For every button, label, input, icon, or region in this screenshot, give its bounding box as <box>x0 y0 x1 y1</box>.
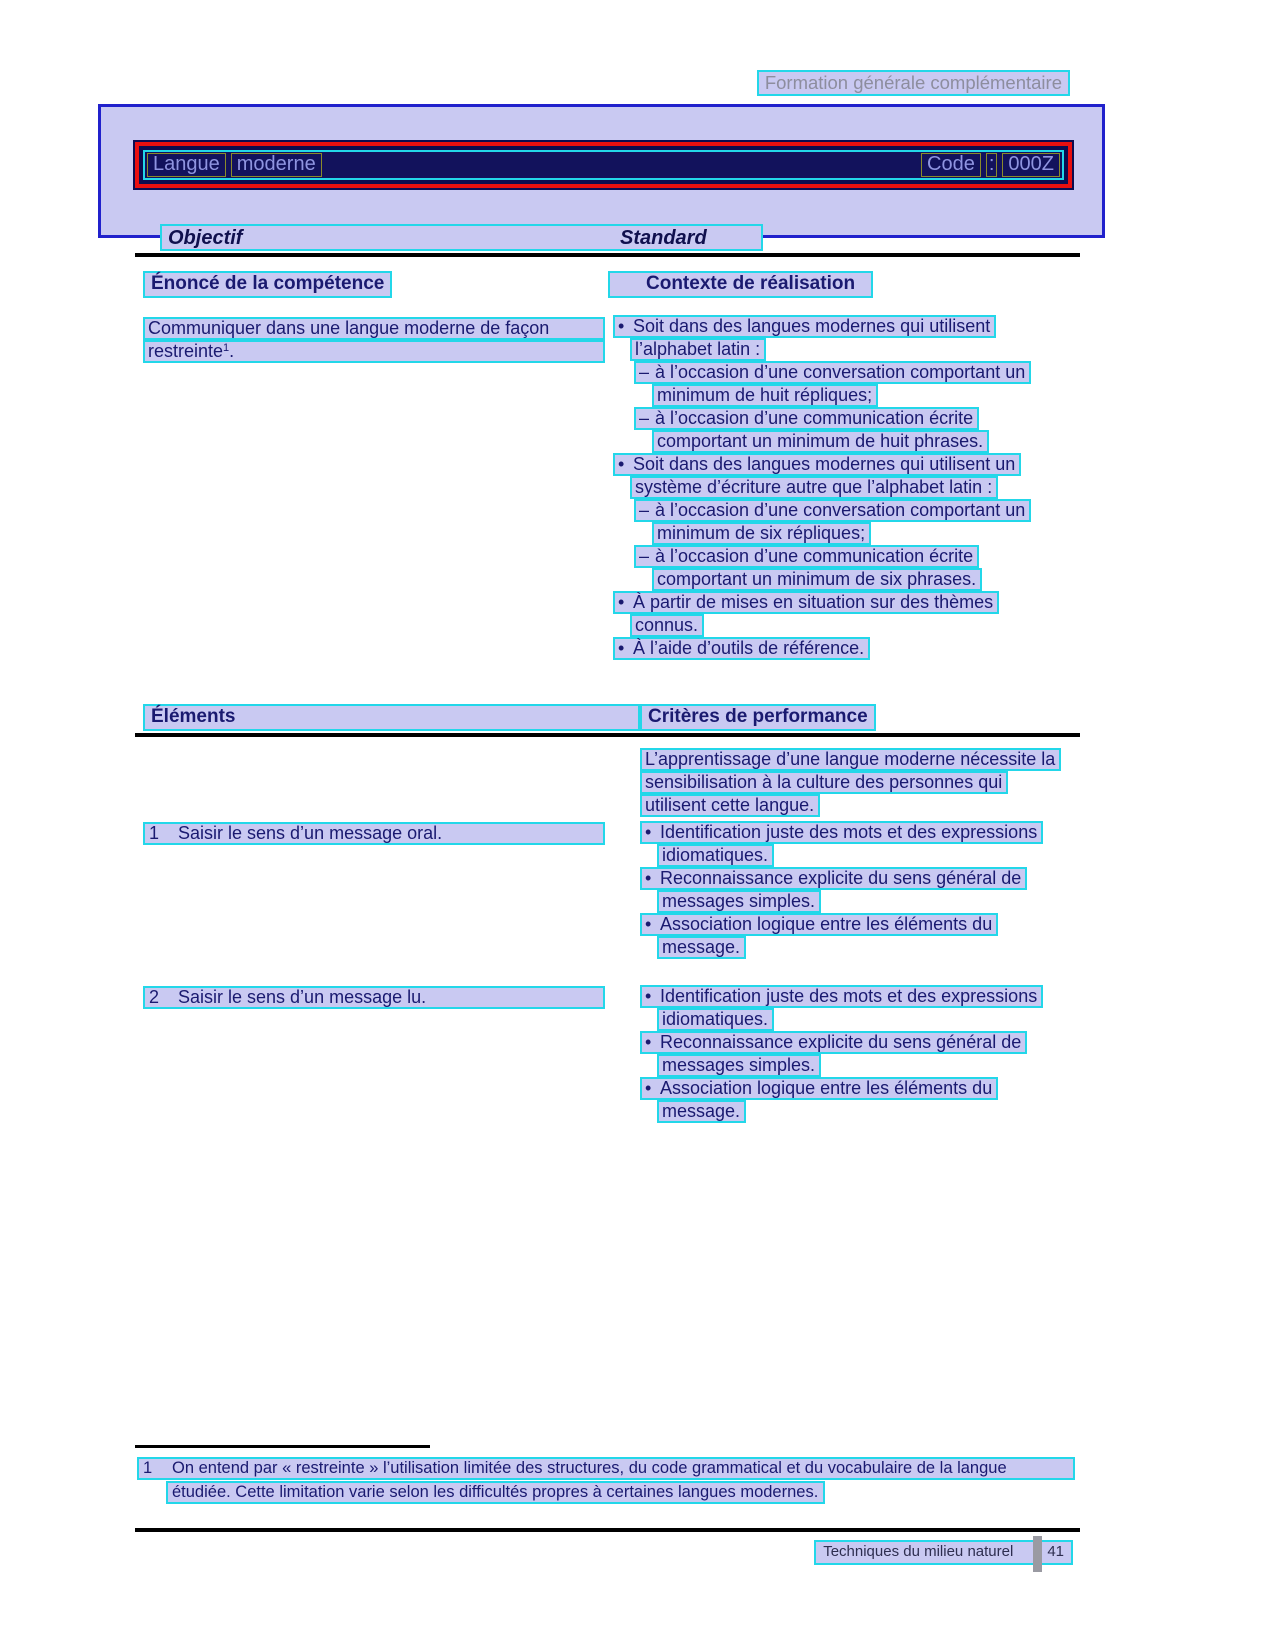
list-line <box>640 867 1043 890</box>
title-line-highlight <box>143 150 1064 180</box>
list-marker: • <box>645 914 652 934</box>
title-word: moderne <box>231 153 322 177</box>
list-line-highlight <box>652 384 878 407</box>
text-line <box>143 340 605 363</box>
paragraph-line-text: sensibilisation à la culture des personnes qui <box>645 772 1003 792</box>
section-rule <box>135 253 1080 257</box>
paragraph-line-text: utilisent cette langue. <box>645 795 815 815</box>
list-marker: • <box>645 1078 652 1098</box>
list-line-highlight <box>652 568 982 591</box>
list-line <box>640 821 1043 844</box>
list-line-highlight <box>652 522 871 545</box>
code-words <box>921 153 1060 177</box>
footnote <box>137 1457 1075 1504</box>
running-header-text: Formation générale complémentaire <box>764 72 1062 93</box>
context-realisation-list <box>613 315 1083 660</box>
element-2-criteria-list <box>640 985 1043 1123</box>
list-line-highlight <box>634 545 979 568</box>
list-line-highlight <box>640 985 1043 1008</box>
element-row-highlight <box>143 822 605 845</box>
criteria-intro-paragraph <box>640 748 1061 817</box>
statement-period: . <box>229 341 235 361</box>
list-line-highlight <box>657 844 774 867</box>
element-1-criteria-list <box>640 821 1043 959</box>
statement-line <box>143 340 605 363</box>
footer-separator-bar <box>1033 1536 1042 1572</box>
list-line <box>613 545 1083 568</box>
paragraph-line-highlight <box>640 794 820 817</box>
list-line-text: À partir de mises en situation sur des thèmes <box>633 592 994 612</box>
list-line <box>613 430 1083 453</box>
paragraph-line-highlight <box>640 748 1061 771</box>
list-line <box>640 1008 1043 1031</box>
element-2-label <box>143 986 605 1009</box>
list-line <box>640 890 1043 913</box>
list-line-text: messages simples. <box>662 1055 816 1075</box>
list-line-text: à l’occasion d’une conversation comportant un <box>655 362 1026 382</box>
paragraph-line <box>640 794 1061 817</box>
statement-line: Communiquer dans une langue moderne de façon <box>143 317 605 340</box>
element-text: Saisir le sens d’un message oral. <box>178 823 443 843</box>
list-line-highlight <box>634 361 1031 384</box>
list-marker: – <box>639 546 650 566</box>
statement-text: restreinte <box>148 341 224 361</box>
footnote-line-highlight <box>137 1457 1075 1480</box>
list-line-text: à l’occasion d’une communication écrite <box>655 408 974 428</box>
footnote-number: 1 <box>143 1459 153 1477</box>
list-marker: – <box>639 362 650 382</box>
element-1-label <box>143 822 605 845</box>
list-line <box>640 844 1043 867</box>
list-marker: • <box>645 822 652 842</box>
list-line-highlight <box>640 821 1043 844</box>
list-line-text: Association logique entre les éléments du <box>660 914 993 934</box>
list-line-highlight <box>630 476 998 499</box>
paragraph-line <box>640 771 1061 794</box>
elements-header: Éléments <box>143 704 640 731</box>
criteres-performance-header: Critères de performance <box>640 704 876 731</box>
footnote-line <box>166 1481 1075 1504</box>
footer-program-name: Techniques du milieu naturel <box>823 1543 1014 1560</box>
list-line <box>640 1054 1043 1077</box>
standard-header: Standard <box>620 227 707 249</box>
list-line <box>613 338 1083 361</box>
element-number: 1 <box>149 823 160 843</box>
list-line-highlight <box>613 315 996 338</box>
list-line-highlight <box>652 430 989 453</box>
list-line-highlight <box>640 1031 1027 1054</box>
list-line-highlight <box>630 614 704 637</box>
paragraph-line-text: L’apprentissage d’une langue moderne nécessite la <box>645 749 1056 769</box>
list-line-text: Reconnaissance explicite du sens général de <box>660 868 1022 888</box>
title-words <box>147 153 322 177</box>
enonce-competence-header: Énoncé de la compétence <box>143 271 392 298</box>
footnote-separator-rule <box>135 1445 430 1448</box>
list-line-highlight <box>657 1008 774 1031</box>
footer-rule <box>135 1528 1080 1532</box>
list-marker: – <box>639 500 650 520</box>
code-label: Code <box>921 153 981 177</box>
list-marker: • <box>645 986 652 1006</box>
title-banner <box>98 104 1105 238</box>
code-separator: : <box>986 153 998 177</box>
list-marker: • <box>645 1032 652 1052</box>
footnote-line <box>137 1457 1075 1480</box>
text-line <box>143 317 605 340</box>
list-line <box>640 936 1043 959</box>
list-line-highlight <box>613 637 870 660</box>
list-line-text: l’alphabet latin : <box>635 339 761 359</box>
list-marker: • <box>618 316 625 336</box>
list-line-text: À l’aide d’outils de référence. <box>633 638 865 658</box>
list-marker: • <box>618 638 625 658</box>
paragraph-line <box>640 748 1061 771</box>
list-line-text: Identification juste des mots et des expressions <box>660 822 1038 842</box>
list-line <box>640 1031 1043 1054</box>
list-line-highlight <box>634 407 979 430</box>
list-line-highlight <box>640 867 1027 890</box>
list-line-highlight <box>657 1100 746 1123</box>
list-line <box>640 913 1043 936</box>
list-line-text: comportant un minimum de six phrases. <box>657 569 977 589</box>
list-line <box>640 1100 1043 1123</box>
list-line-text: minimum de huit répliques; <box>657 385 873 405</box>
list-marker: • <box>618 592 625 612</box>
list-line <box>640 1077 1043 1100</box>
footnote-line-highlight <box>166 1481 825 1504</box>
list-line <box>613 384 1083 407</box>
list-line-text: Soit dans des langues modernes qui utilisent <box>633 316 991 336</box>
list-line-highlight <box>613 591 999 614</box>
list-line-text: Association logique entre les éléments du <box>660 1078 993 1098</box>
list-line-text: minimum de six répliques; <box>657 523 866 543</box>
list-line-text: connus. <box>635 615 699 635</box>
running-header <box>757 70 1070 96</box>
code-value: 000Z <box>1002 153 1060 177</box>
list-line-highlight <box>657 1054 821 1077</box>
list-line <box>613 499 1083 522</box>
list-line-text: à l’occasion d’une communication écrite <box>655 546 974 566</box>
list-line <box>613 315 1083 338</box>
element-text: Saisir le sens d’un message lu. <box>178 987 427 1007</box>
title-bar <box>135 142 1072 188</box>
list-line <box>613 637 1083 660</box>
list-line <box>613 361 1083 384</box>
list-line <box>613 453 1083 476</box>
list-line <box>613 407 1083 430</box>
list-line-text: message. <box>662 1101 741 1121</box>
list-line-text: idiomatiques. <box>662 845 769 865</box>
footnote-reference: 1 <box>223 342 230 354</box>
list-line <box>613 568 1083 591</box>
list-line-text: système d’écriture autre que l’alphabet latin : <box>635 477 993 497</box>
list-line-text: comportant un minimum de huit phrases. <box>657 431 984 451</box>
list-line-highlight <box>657 936 746 959</box>
competence-statement <box>143 317 605 363</box>
list-line-text: Reconnaissance explicite du sens général de <box>660 1032 1022 1052</box>
list-line-text: à l’occasion d’une conversation comportant un <box>655 500 1026 520</box>
list-line-highlight <box>613 453 1021 476</box>
list-marker: • <box>618 454 625 474</box>
list-line-text: Soit dans des langues modernes qui utilisent un <box>633 454 1016 474</box>
element-number: 2 <box>149 987 160 1007</box>
list-line-text: message. <box>662 937 741 957</box>
list-line <box>613 476 1083 499</box>
footnote-text: étudiée. Cette limitation varie selon les difficultés propres à certaines langues modernes. <box>172 1483 819 1501</box>
footnote-text: On entend par « restreinte » l’utilisation limitée des structures, du code grammatical et du vocabulaire de la langue <box>172 1459 1007 1477</box>
element-row-highlight <box>143 986 605 1009</box>
list-line <box>613 522 1083 545</box>
list-line-highlight <box>640 1077 998 1100</box>
paragraph-line-highlight <box>640 771 1008 794</box>
list-marker: • <box>645 868 652 888</box>
section-rule <box>135 733 1080 737</box>
table-header-row <box>160 224 763 251</box>
list-line-highlight <box>634 499 1031 522</box>
list-line-highlight <box>640 913 998 936</box>
contexte-realisation-header: Contexte de réalisation <box>608 271 873 298</box>
title-word: Langue <box>147 153 226 177</box>
list-line <box>613 614 1083 637</box>
list-line-text: messages simples. <box>662 891 816 911</box>
list-line-highlight <box>630 338 766 361</box>
objectif-header: Objectif <box>168 227 243 249</box>
list-marker: – <box>639 408 650 428</box>
list-line-text: Identification juste des mots et des expressions <box>660 986 1038 1006</box>
footer-page-number: 41 <box>1047 1543 1064 1560</box>
list-line-text: idiomatiques. <box>662 1009 769 1029</box>
list-line <box>640 985 1043 1008</box>
list-line-highlight <box>657 890 821 913</box>
list-line <box>613 591 1083 614</box>
